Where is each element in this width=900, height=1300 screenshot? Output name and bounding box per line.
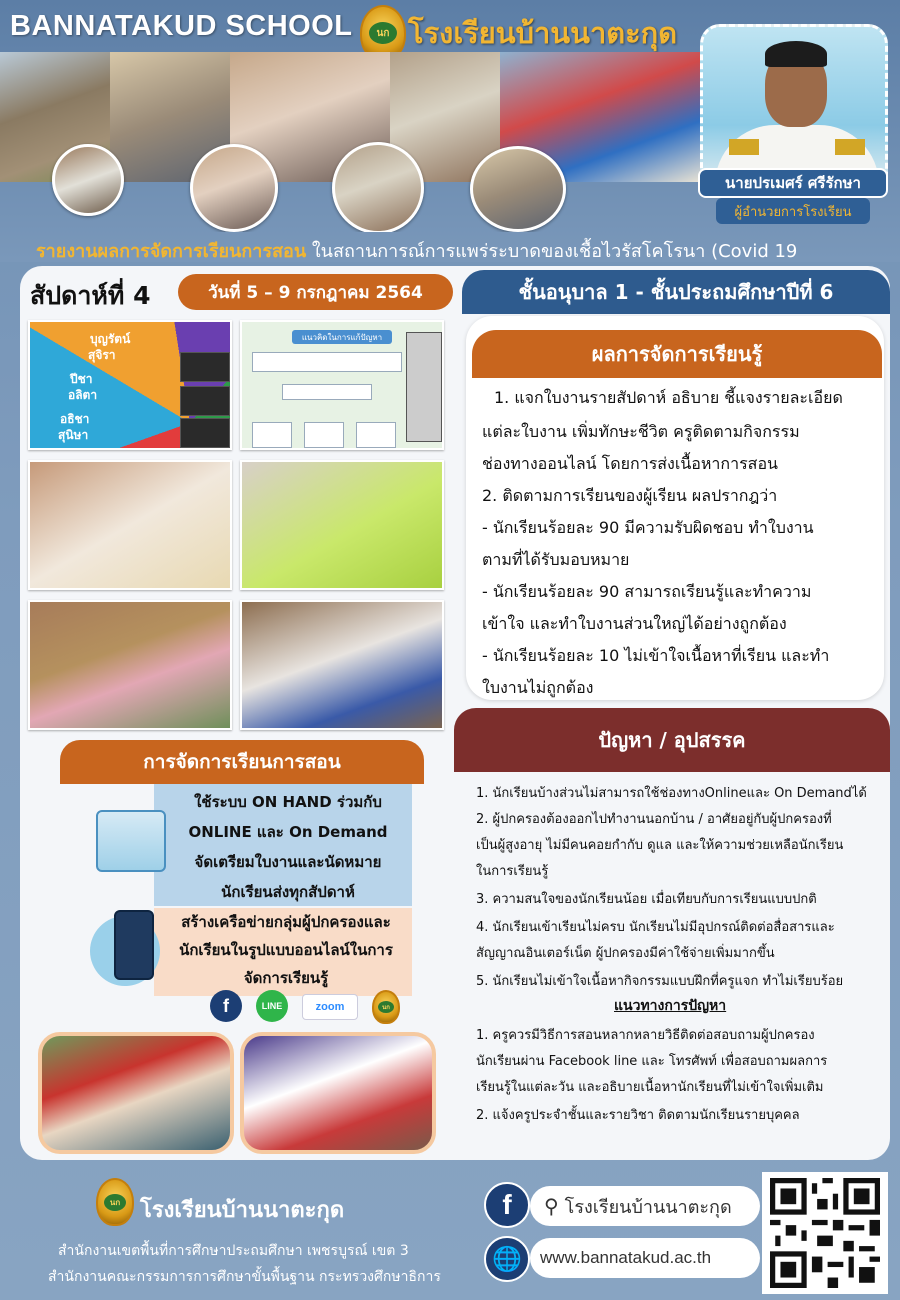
problem-line: เป็นผู้สูงอายุ ไม่มีคนคอยกำกับ ดูแล และให้ความช่วยเหลือนักเรียน [476, 838, 844, 853]
globe-icon[interactable]: 🌐 [484, 1236, 530, 1282]
school-emblem-small-icon: นก [372, 990, 400, 1024]
header-photo-collage [0, 52, 700, 232]
photo-student-writing [28, 460, 232, 590]
website-link[interactable]: www.bannatakud.ac.th [530, 1238, 760, 1278]
footer-office-line: สำนักงานคณะกรรมการการศึกษาขั้นพื้นฐาน กระทรวงศึกษาธิการ [48, 1269, 441, 1285]
wheel-name: อธิชา [60, 412, 90, 426]
management-line: จัดเตรียมใบงานและนัดหมาย [194, 853, 382, 871]
wheel-name: อลิตา [68, 388, 98, 402]
facebook-page-name: โรงเรียนบ้านนาตะกุด [564, 1196, 732, 1218]
footer-office-line: สำนักงานเขตพื้นที่การศึกษาประถมศึกษา เพชรบูรณ์ เขต 3 [58, 1243, 409, 1259]
problem-line: 2. ผู้ปกครองต้องออกไปทำงานนอกบ้าน / อาศัยอยู่กับผู้ปกครองที่ [476, 812, 832, 827]
photo-teacher-home-visit [240, 600, 444, 730]
slide-title: แนวคิดในการแก้ปัญหา [292, 330, 392, 344]
report-heading-highlight: รายงานผลการจัดการเรียนการสอน [36, 241, 307, 262]
results-line: 2. ติดตามการเรียนของผู้เรียน ผลปรากฎว่า [482, 486, 778, 505]
week-label: สัปดาห์ที่ 4 [30, 281, 151, 310]
qr-code[interactable] [762, 1172, 888, 1294]
wheel-name: ปีชา [70, 372, 93, 386]
qr-code-graphic [768, 1178, 882, 1288]
results-line: เข้าใจ และทำใบงานส่วนใหญ่ได้อย่างถูกต้อง [482, 614, 787, 633]
solution-line: 2. แจ้งครูประจำชั้นและรายวิชา ติดตามนักเรียนรายบุคคล [476, 1108, 800, 1123]
wheel-name: สุนิษา [58, 428, 89, 442]
director-title: ผู้อำนวยการโรงเรียน [716, 198, 870, 224]
facebook-icon[interactable]: f [484, 1182, 530, 1228]
problem-line: ในการเรียนรู้ [476, 864, 549, 879]
date-range-badge: วันที่ 5 – 9 กรกฎาคม 2564 [178, 274, 453, 310]
wheel-name: บุญรัตน์ [90, 332, 131, 346]
results-heading: ผลการจัดการเรียนรู้ [472, 330, 882, 378]
problem-line: 1. นักเรียนบ้างส่วนไม่สามารถใช้ช่องทางOnlineและ On Demandได้ [476, 786, 867, 801]
solution-line: 1. ครูควรมีวิธีการสอนหลากหลายวิธีติดต่อสอบถามผู้ปกครอง [476, 1028, 815, 1043]
problem-line: 4. นักเรียนเข้าเรียนไม่ครบ นักเรียนไม่มีอุปกรณ์ติดต่อสื่อสารและ [476, 920, 835, 935]
report-heading [36, 236, 797, 265]
photo-announcement-poster [240, 1032, 436, 1154]
problem-line: สัญญาณอินเตอร์เน็ต ผู้ปกครองมีค่าใช้จ่ายเพิ่มมากขึ้น [476, 946, 775, 961]
results-line: - นักเรียนร้อยละ 10 ไม่เข้าใจเนื้อหาที่เรียน และทำ [482, 646, 830, 665]
photo-name-wheel [28, 320, 232, 450]
solution-line: นักเรียนผ่าน Facebook line และ โทรศัพท์ เพื่อสอบถามผลการ [476, 1054, 828, 1069]
results-line: - นักเรียนร้อยละ 90 สามารถเรียนรู้และทำความ [482, 582, 812, 601]
photo-circle-1 [52, 144, 124, 216]
smartphone-icon [114, 910, 154, 980]
school-name-th: โรงเรียนบ้านนาตะกุด [408, 16, 678, 50]
problem-line: 3. ความสนใจของนักเรียนน้อย เมื่อเทียบกับการเรียนแบบปกติ [476, 892, 817, 907]
results-line: - นักเรียนร้อยละ 90 มีความรับผิดชอบ ทำใบงาน [482, 518, 814, 537]
facebook-icon[interactable]: f [210, 990, 242, 1022]
photo-circle-3 [332, 142, 424, 232]
photo-circle-2 [190, 144, 278, 232]
footer-school-name: โรงเรียนบ้านนาตะกุด [140, 1198, 345, 1223]
management-heading: การจัดการเรียนการสอน [60, 740, 424, 784]
school-name-en: BANNATAKUD SCHOOL [10, 10, 353, 42]
solution-line: เรียนรู้ในแต่ละวัน และอธิบายเนื้อหานักเรียนที่ไม่เข้าใจเพิ่มเติม [476, 1080, 824, 1095]
photo-student-desk [240, 460, 444, 590]
video-participant-tile [180, 352, 230, 382]
management-line: สร้างเครือข่ายกลุ่มผู้ปกครองและ [181, 913, 391, 931]
results-line: ใบงานไม่ถูกต้อง [482, 678, 594, 697]
video-participant-tile [180, 386, 230, 416]
problem-line: 5. นักเรียนไม่เข้าใจเนื้อหากิจกรรมแบบฝึกที่ครูแจก ทำไม่เรียบร้อย [476, 974, 844, 989]
management-line: นักเรียนส่งทุกสัปดาห์ [221, 883, 355, 901]
wheel-name: สุจิรา [88, 348, 116, 362]
results-line: ช่องทางออนไลน์ โดยการส่งเนื้อหาการสอน [482, 454, 778, 473]
grade-range-banner: ชั้นอนุบาล 1 - ชั้นประถมศึกษาปีที่ 6 [462, 270, 890, 314]
photo-online-slide [240, 320, 444, 450]
management-line: ใช้ระบบ ON HAND ร่วมกับ [194, 793, 382, 811]
photo-circle-4 [470, 146, 566, 232]
video-participant-tile [180, 418, 230, 448]
zoom-icon[interactable]: zoom [302, 994, 358, 1020]
problems-heading: ปัญหา / อุปสรรค [454, 708, 890, 772]
line-app-icon[interactable]: LINE [256, 990, 288, 1022]
management-line: จัดการเรียนรู้ [243, 969, 329, 987]
school-emblem-icon: นก [360, 5, 406, 61]
results-line: 1. แจกใบงานรายสัปดาห์ อธิบาย ชี้แจงรายละเอียด [494, 388, 843, 407]
results-line: แต่ละใบงาน เพิ่มทักษะชีวิต ครูติดตามกิจกรรม [482, 422, 800, 441]
director-name: นายปรเมศร์ ศรีรักษา [698, 168, 888, 198]
photo-home-study [38, 1032, 234, 1154]
report-heading-rest: ในสถานการณ์การแพร่ระบาดของเชื้อไวรัสโคโรนา (Covid 19 [306, 241, 798, 262]
management-line: นักเรียนในรูปแบบออนไลน์ในการ [179, 941, 393, 959]
management-line: ONLINE และ On Demand [188, 823, 388, 841]
photo-students-with-boxes [28, 600, 232, 730]
search-icon: ⚲ [544, 1194, 559, 1218]
results-line: ตามที่ได้รับมอบหมาย [482, 550, 630, 569]
facebook-search-pill[interactable] [530, 1186, 760, 1226]
online-class-illustration-icon [96, 810, 166, 872]
school-emblem-footer-icon: นก [96, 1178, 134, 1226]
solutions-heading: แนวทางการปัญหา [614, 998, 727, 1014]
